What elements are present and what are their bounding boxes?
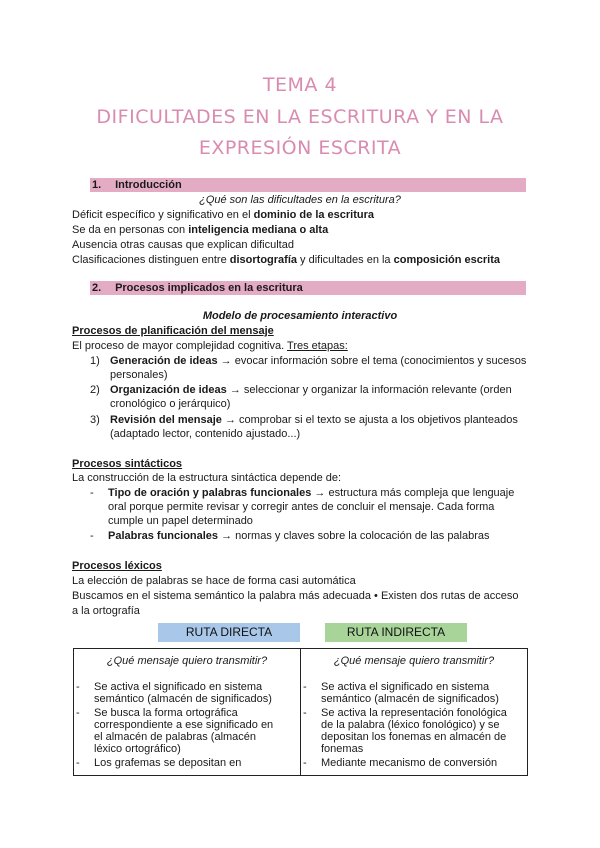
direct-item-1: - Se activa el significado en sistema semántico (almacén de significados) <box>76 681 272 705</box>
title-line-1: TEMA 4 <box>262 74 338 96</box>
lexical-heading: Procesos léxicos <box>72 560 162 572</box>
indirect-item-2: - Se activa la representación fonológica de la palabra (léxico fonológico) y se depositan los fonemas en almacén de fonemas <box>303 707 507 755</box>
direct-item-2: - Se busca la forma ortográfica correspondiente a ese significado en el almacén de palabras (almacén léxico ortográfico) <box>76 707 274 755</box>
section-1-question: ¿Qué son las dificultades en la escritura? <box>199 194 401 206</box>
intro-line-2: Se da en personas con inteligencia mediana o alta <box>72 224 329 236</box>
section-1-heading <box>90 178 526 192</box>
indirect-item-3: - Mediante mecanismo de conversión <box>303 757 498 769</box>
lexical-line-3: a la ortografía <box>72 605 140 617</box>
planning-intro: El proceso de mayor complejidad cognitiva. Tres etapas: <box>72 340 348 352</box>
section-1-title: Introducción <box>115 179 182 191</box>
indirect-item-1: - Se activa el significado en sistema semántico (almacén de significados) <box>303 681 499 705</box>
intro-line-3: Ausencia otras causas que explican dificultad <box>72 239 294 251</box>
title-line-2: DIFICULTADES EN LA ESCRITURA Y EN LA <box>96 106 504 128</box>
syntactic-heading: Procesos sintácticos <box>72 458 183 470</box>
syntactic-intro: La construcción de la estructura sintáctica depende de: <box>72 472 342 484</box>
section-2-title: Procesos implicados en la escritura <box>115 282 303 294</box>
title-line-3: EXPRESIÓN ESCRITA <box>198 137 402 159</box>
routes-table <box>73 648 528 776</box>
lexical-line-2: Buscamos en el sistema semántico la palabra más adecuada • Existen dos rutas de acceso <box>72 590 519 602</box>
direct-question: ¿Qué mensaje quiero transmitir? <box>106 655 268 667</box>
planning-heading: Procesos de planificación del mensaje <box>72 325 274 337</box>
model-title: Modelo de procesamiento interactivo <box>202 310 398 322</box>
section-2-number: 2. <box>92 282 102 294</box>
table-divider <box>300 649 301 775</box>
intro-line-1: Déficit específico y significativo en el dominio de la escritura <box>72 209 375 221</box>
section-2-heading <box>90 281 526 295</box>
ruta-directa-label: RUTA DIRECTA <box>158 623 300 642</box>
intro-line-4: Clasificaciones distinguen entre disortografía y dificultades en la composición escrita <box>72 254 500 266</box>
ruta-indirecta-label: RUTA INDIRECTA <box>325 623 467 642</box>
section-1-number: 1. <box>92 179 102 191</box>
indirect-question: ¿Qué mensaje quiero transmitir? <box>333 655 495 667</box>
lexical-line-1: La elección de palabras se hace de forma casi automática <box>72 575 356 587</box>
direct-item-3: - Los grafemas se depositan en <box>76 757 242 769</box>
